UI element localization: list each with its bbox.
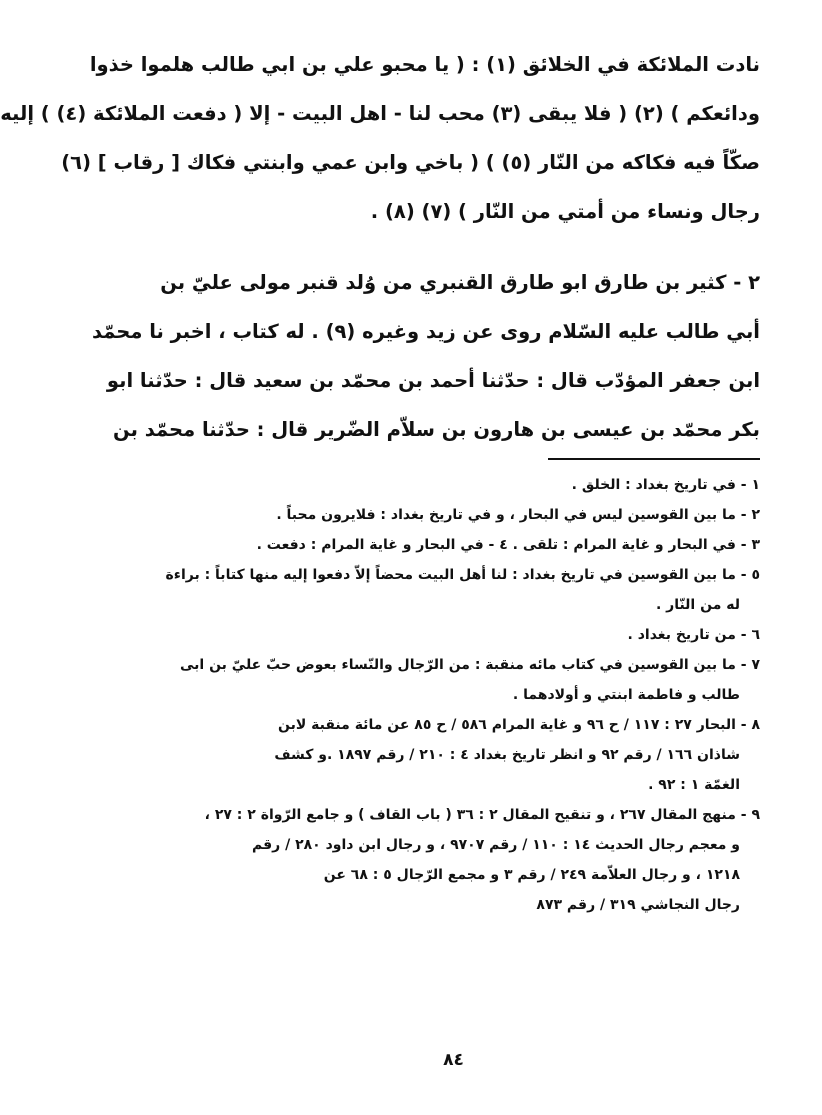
footnote-9: ٩ - منهج المقال ٢٦٧ ، و تنقيح المقال ٢ : ٣٦ ( باب القاف ) و جامع الرّواة ٢ : ٢٧ ، — [204, 807, 760, 823]
footnote-divider — [548, 458, 760, 460]
footnote-1: ١ - في تاريخ بغداد : الخلق . — [571, 477, 760, 493]
footnote-9-cont: رجال النجاشي ٣١٩ / رقم ٨٧٣ — [536, 897, 740, 913]
text-line: ودائعكم ) (٢) ( فلا يبقى (٣) محب لنا - اهل البيت - إلا ( دفعت الملائكة (٤) ) إليه — [0, 102, 760, 125]
text-line: بكر محمّد بن عيسى بن هارون بن سلاّم الضّرير قال : حدّثنا محمّد بن — [113, 418, 760, 441]
footnotes — [141, 470, 760, 920]
footnote-9-cont: ١٢١٨ ، و رجال العلاّمة ٢٤٩ / رقم ٣ و مجمع الرّجال ٥ : ٦٨ عن — [323, 867, 740, 883]
footnote-8-cont: الغمّة ١ : ٩٢ . — [648, 777, 740, 793]
page-number: ٨٤ — [443, 1050, 464, 1070]
footnote-5-cont: له من النّار . — [655, 597, 740, 613]
text-line: رجال ونساء من أمتي من النّار ) (٧) (٨) . — [370, 200, 760, 223]
footnote-3-4: ٣ - في البحار و غاية المرام : تلقى . ٤ - في البحار و غاية المرام : دفعت . — [256, 537, 760, 553]
footnote-5: ٥ - ما بين القوسين في تاريخ بغداد : لنا أهل البيت محضاً إلاّ دفعوا إليه منها كتاباً : براءة — [165, 567, 760, 583]
text-line: أبي طالب عليه السّلام روى عن زيد وغيره (٩) . له كتاب ، اخبر نا محمّد — [91, 320, 760, 343]
footnote-7: ٧ - ما بين القوسين في كتاب مائه منقبة : من الرّجال والنّساء بعوض حبّ عليّ بن ابى — [179, 657, 760, 673]
text-line: ابن جعفر المؤدّب قال : حدّثنا أحمد بن محمّد بن سعيد قال : حدّثنا ابو — [106, 369, 760, 392]
text-line: صكّاً فيه فكاكه من النّار (٥) ) ( باخي وابن عمي وابنتي فكاك [ رقاب ] (٦) — [61, 151, 760, 174]
footnote-9-cont: و معجم رجال الحديث ١٤ : ١١٠ / رقم ٩٧٠٧ ، و رجال ابن داود ٢٨٠ / رقم — [252, 837, 740, 853]
text-line: نادت الملائكة في الخلائق (١) : ( يا محبو علي بن ابي طالب هلموا خذوا — [89, 53, 760, 76]
footnote-8: ٨ - البحار ٢٧ : ١١٧ / ح ٩٦ و غاية المرام ٥٨٦ / ح ٨٥ عن مائة منقبة لابن — [278, 717, 760, 733]
footnote-7-cont: طالب و فاطمة ابنتي و أولادهما . — [512, 687, 740, 703]
text-line: ٢ - كثير بن طارق ابو طارق القنبري من وُلد قنبر مولى عليّ بن — [160, 271, 760, 294]
paragraph-gap — [141, 236, 760, 258]
footnote-6: ٦ - من تاريخ بغداد . — [627, 627, 760, 643]
main-text — [0, 40, 760, 454]
footnote-8-cont: شاذان ١٦٦ / رقم ٩٢ و انظر تاريخ بغداد ٤ : ٢١٠ / رقم ١٨٩٧ .و كشف — [274, 747, 740, 763]
footnote-2: ٢ - ما بين القوسين ليس في البحار ، و في تاريخ بغداد : فلايرون محباً . — [276, 507, 760, 523]
